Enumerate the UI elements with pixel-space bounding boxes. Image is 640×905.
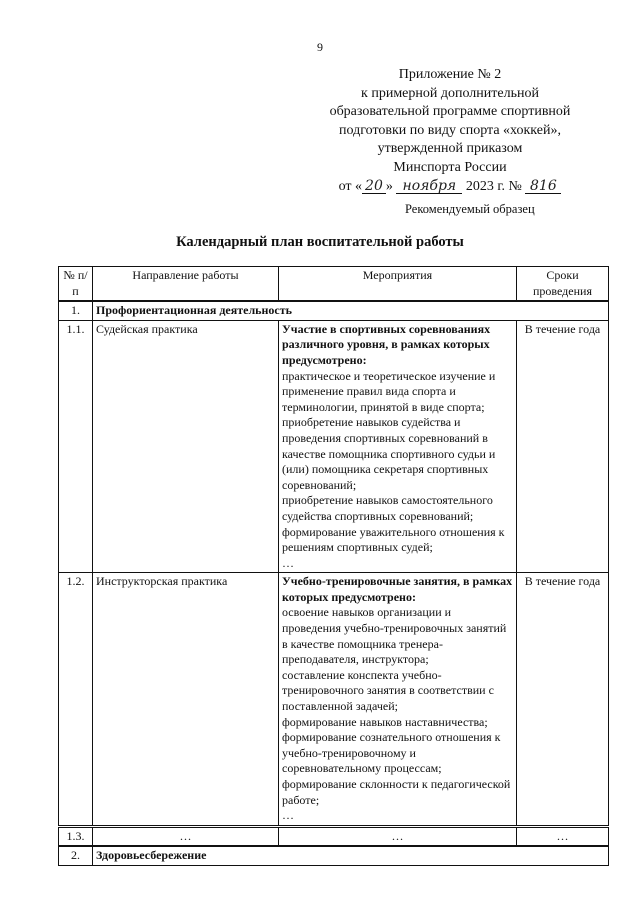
page-number: 9 [317, 40, 323, 54]
table-row [59, 573, 609, 827]
table-header-row [59, 267, 609, 302]
activity-item: … [282, 808, 294, 823]
row-1-2-activities [279, 573, 517, 827]
plan-table [58, 266, 609, 866]
activity-item: формирование навыков наставничества; [282, 714, 488, 729]
row-1-2-activity-head: Учебно-тренировочные занятия, в рамках которых предусмотрено: [282, 574, 513, 604]
activity-item: формирование сознательного отношения к учебно-тренировочному и соревновательному процессам; [282, 730, 501, 776]
handwritten-month: ноября [396, 179, 462, 194]
appendix-line: к примерной дополнительной [361, 85, 539, 101]
row-1-2-direction: Инструкторская практика [93, 573, 279, 827]
row-1-1-timing: В течение года [517, 320, 609, 573]
table-row [59, 320, 609, 573]
section-1-title: Профориентационная деятельность [93, 301, 609, 320]
header-activities: Мероприятия [279, 267, 517, 302]
appendix-header [300, 66, 600, 196]
header-direction: Направление работы [93, 267, 279, 302]
row-1-3-activities: … [279, 826, 517, 846]
activity-item: формирование уважительного отношения к решениям спортивных судей; [282, 524, 505, 555]
row-1-2-timing: В течение года [517, 573, 609, 827]
sample-label: Рекомендуемый образец [405, 202, 535, 216]
row-1-1-activity-head: Участие в спортивных соревнованиях различного уровня, в рамках которых предусмотрено: [282, 321, 491, 367]
row-1-3-direction: … [93, 826, 279, 846]
activity-item: формирование склонности к педагогической работе; [282, 777, 511, 807]
header-num: № п/п [59, 267, 93, 302]
row-1-1-num: 1.1. [59, 320, 93, 573]
handwritten-day: 20 [362, 179, 386, 194]
row-1-1-activities [279, 320, 517, 573]
section-2-num: 2. [59, 846, 93, 865]
row-1-3-num: 1.3. [59, 826, 93, 846]
row-1-1-direction: Судейская практика [93, 320, 279, 573]
table-row [59, 826, 609, 846]
activity-item: … [282, 555, 294, 570]
date-prefix: от « [338, 178, 363, 194]
section-row-2 [59, 846, 609, 865]
appendix-line: Минспорта России [393, 159, 507, 175]
date-year: 2023 г. № [465, 178, 522, 194]
activity-item: практическое и теоретическое изучение и применение правил вида спорта и терминологии, принятой в виде спорта; [282, 368, 496, 414]
appendix-line: образовательной программе спортивной [329, 104, 571, 120]
handwritten-order-number: 816 [525, 179, 561, 194]
document-title: Календарный план воспитательной работы [176, 234, 464, 250]
header-timing: Сроки проведения [517, 267, 609, 302]
row-1-2-num: 1.2. [59, 573, 93, 827]
appendix-line: утвержденной приказом [377, 141, 523, 157]
appendix-line: подготовки по виду спорта «хоккей», [339, 122, 561, 138]
appendix-line: Приложение № 2 [398, 67, 502, 82]
row-1-3-timing: … [517, 826, 609, 846]
section-row-1 [59, 301, 609, 320]
activity-item: составление конспекта учебно-тренировочного занятия в соответствии с поставленной задачей; [282, 667, 494, 714]
date-day-suffix: » [385, 178, 393, 194]
activity-item: приобретение навыков самостоятельного судейства спортивных соревнований; [282, 493, 493, 523]
order-date-line [300, 178, 600, 197]
section-2-title: Здоровьесбережение [93, 846, 609, 865]
section-1-num: 1. [59, 301, 93, 320]
activity-item: приобретение навыков судейства и проведения спортивных соревнований в качестве помощника спортивного судьи и (или) помощника секретаря спортивных соревнований; [282, 415, 496, 492]
activity-item: освоение навыков организации и проведения учебно-тренировочных занятий в качестве помощника тренера-преподавателя, инструктора; [282, 605, 507, 667]
